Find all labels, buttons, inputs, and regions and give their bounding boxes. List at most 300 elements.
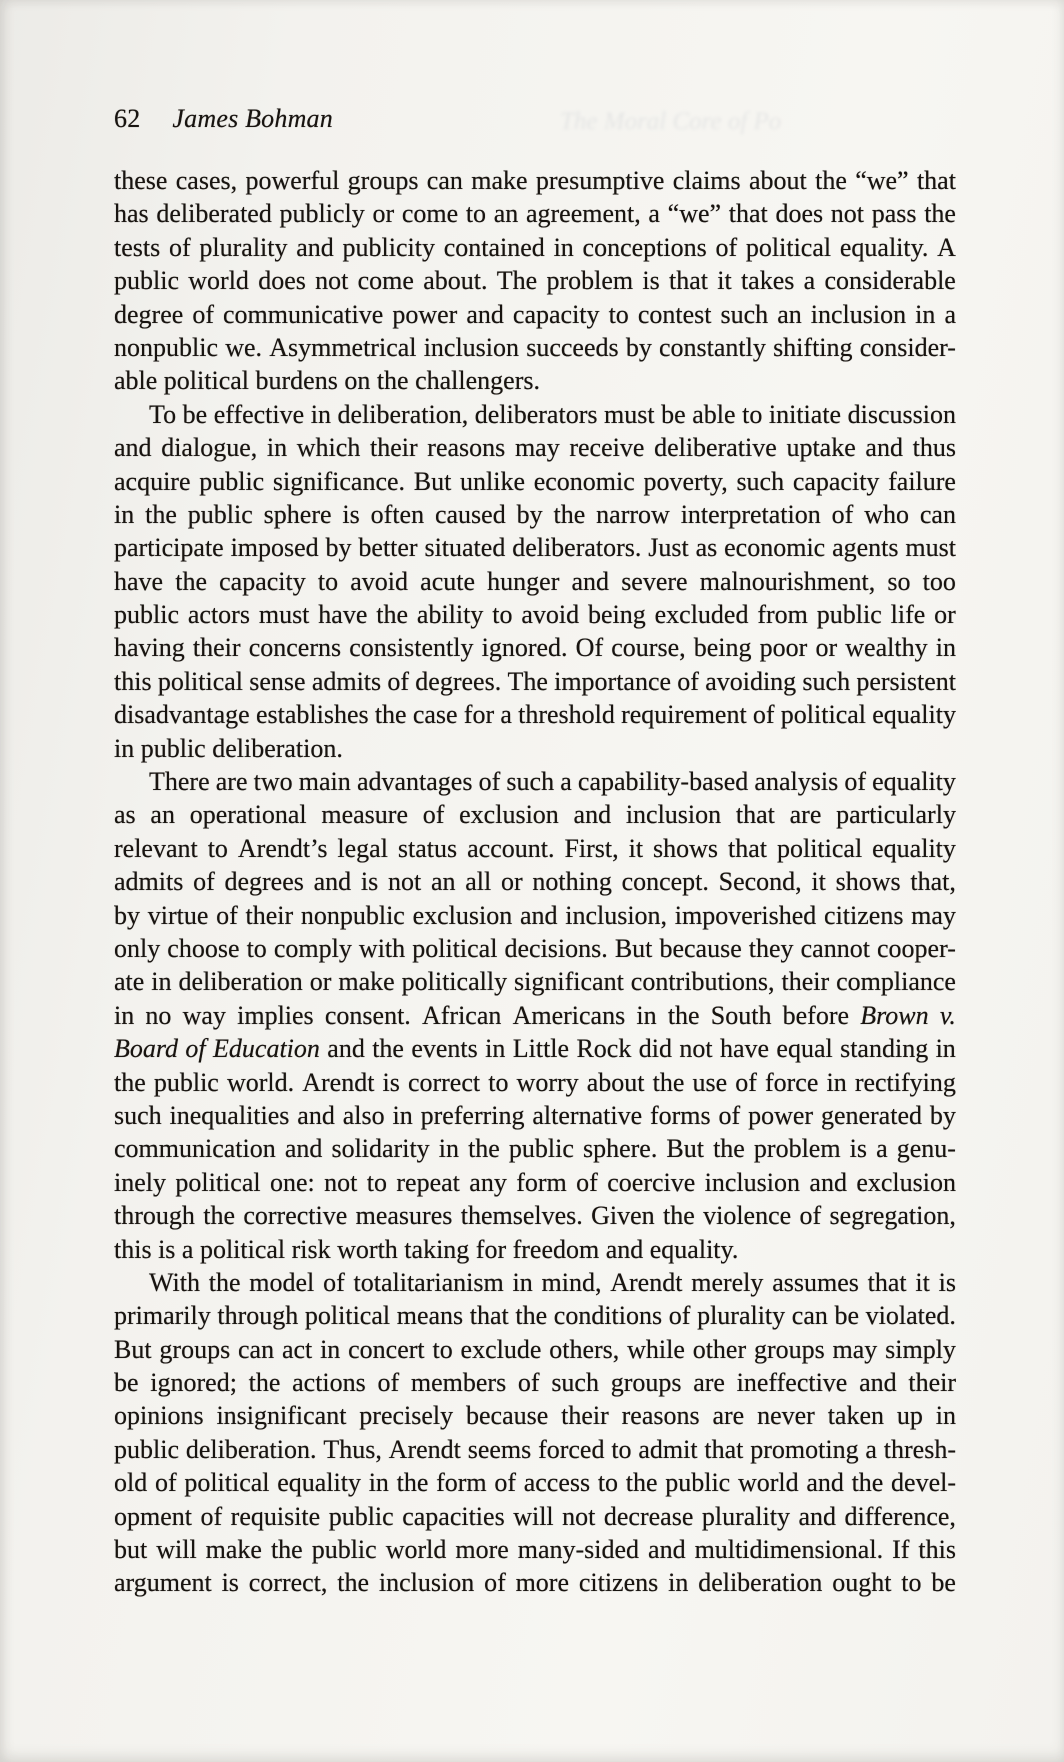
text-word: being (587, 600, 646, 630)
text-word: presumptive (535, 166, 665, 195)
text-word: actions (292, 1368, 366, 1398)
text-word: of (718, 1100, 741, 1130)
text-line (114, 431, 956, 464)
text-word: But (413, 466, 452, 496)
text-word: make (205, 1535, 262, 1565)
text-word: does (258, 266, 306, 296)
text-word: If (892, 1535, 910, 1565)
text-word: ignored; (150, 1368, 237, 1398)
text-word: The (496, 266, 538, 296)
text-word: the (713, 1134, 745, 1164)
text-word: the (248, 1368, 281, 1398)
text-word: difference, (844, 1501, 956, 1531)
text-line (114, 1166, 956, 1199)
text-word: equality (872, 767, 956, 797)
text-word: avoid (521, 600, 580, 630)
text-word: avoiding (705, 666, 797, 696)
text-word: forced (538, 1434, 605, 1464)
text-word: a (876, 1134, 888, 1164)
text-word: and (519, 900, 558, 930)
text-word: not (387, 867, 422, 897)
text-word: also (342, 1100, 385, 1130)
text-word: to (597, 1468, 619, 1498)
text-word: uptake (786, 433, 856, 463)
text-word: the (924, 199, 956, 229)
text-word: The (507, 666, 548, 696)
text-word: and (296, 232, 334, 262)
text-word: insignificant (216, 1401, 347, 1431)
text-word: publicly (279, 199, 365, 229)
text-word: in (392, 1100, 413, 1130)
text-word: ate (114, 967, 145, 997)
text-line (114, 231, 956, 264)
text-word: public (816, 600, 882, 630)
text-word: significance. (272, 466, 406, 496)
text-word: such (114, 1100, 162, 1130)
italic-text: Brown (860, 1000, 929, 1030)
text-word: But (614, 933, 653, 963)
text-word: deliberation (698, 1568, 823, 1598)
text-word: public (328, 1501, 394, 1531)
text-word: political (157, 666, 244, 696)
text-word: these (114, 166, 168, 195)
text-word: sphere. (582, 1134, 658, 1164)
text-word: capacity (792, 466, 880, 496)
text-word: often (370, 499, 425, 529)
text-word: that (867, 1267, 907, 1297)
text-line (114, 364, 956, 397)
text-word: not (315, 266, 349, 296)
text-word: pass (871, 199, 917, 229)
text-word: effective (213, 399, 305, 429)
page-header (114, 104, 333, 134)
text-word: and (573, 800, 612, 830)
text-word: solidarity (331, 1134, 430, 1164)
text-word: or (372, 199, 395, 229)
text-word: to (742, 399, 763, 429)
text-word: it (628, 833, 644, 863)
text-word: not (562, 1501, 596, 1531)
text-word: and (466, 299, 504, 329)
text-word: deliberation, (337, 399, 469, 429)
text-word: and (327, 1034, 365, 1064)
text-word: Second, (718, 867, 802, 897)
text-word: situated (424, 533, 506, 563)
text-word: degrees (224, 867, 304, 897)
text-word: other (692, 1334, 747, 1364)
text-word: in (368, 1468, 389, 1498)
text-word: capacity (219, 566, 306, 596)
text-word: but (114, 1535, 148, 1565)
text-word: of (323, 1267, 345, 1297)
text-word: have (719, 1034, 770, 1064)
text-word: the (515, 1301, 548, 1331)
text-word: groups (159, 1334, 231, 1364)
text-word: be (834, 1301, 860, 1331)
text-word: the (203, 1201, 235, 1231)
text-word: Americans (512, 1000, 626, 1030)
text-word: that (735, 800, 775, 830)
text-word: deliberators. (512, 533, 642, 563)
text-line (114, 565, 956, 598)
text-word: acute (420, 566, 476, 596)
text-word: admit (638, 1434, 698, 1464)
text-word: persistent (856, 666, 956, 696)
running-title: James Bohman (172, 104, 333, 133)
text-word: be (182, 399, 208, 429)
text-word: and (284, 1134, 323, 1164)
text-word: the (667, 1000, 700, 1030)
text-word: inclusion (810, 299, 907, 329)
text-word: not (679, 1034, 713, 1064)
text-line (114, 1233, 956, 1266)
text-word: public (187, 499, 253, 529)
text-word: about (748, 166, 807, 195)
text-word: the (372, 1034, 404, 1064)
text-word: groups (753, 1334, 825, 1364)
text-word: that (728, 199, 768, 229)
text-word: in (320, 1334, 341, 1364)
text-word: of (200, 1501, 223, 1531)
text-word: public (153, 1067, 219, 1097)
text-word: But (114, 1334, 152, 1364)
text-word: equality (872, 833, 956, 863)
text-word: Given (591, 1201, 655, 1231)
text-word: public (114, 600, 179, 630)
text-word: a (560, 767, 572, 797)
text-word: of (154, 1468, 177, 1498)
text-word: can (791, 1301, 828, 1331)
text-word: initiate (768, 399, 842, 429)
text-word: of (715, 232, 738, 262)
text-word: world (385, 1535, 447, 1565)
text-word: impoverished (674, 900, 817, 930)
text-word: is (382, 1067, 400, 1097)
text-word: agents (832, 533, 899, 563)
text-word: so (887, 566, 911, 596)
text-line (114, 765, 956, 798)
text-word: such (551, 1368, 599, 1398)
text-word: nonpublic (300, 900, 405, 930)
text-word: of (216, 900, 238, 930)
text-word: world (188, 266, 249, 296)
text-word: form (516, 1167, 567, 1197)
text-word: a (944, 299, 956, 329)
text-line (114, 1032, 956, 1065)
text-word: correct (407, 1067, 481, 1097)
text-word: to (207, 833, 228, 863)
text-word: precisely (359, 1401, 454, 1431)
text-word: an (493, 199, 519, 229)
text-word: narrow (596, 499, 670, 529)
text-word: members (410, 1368, 507, 1398)
text-word: in public deliberation. (114, 733, 343, 763)
text-word: Thus, (323, 1434, 382, 1464)
text-word: the (553, 499, 586, 529)
text-word: to (432, 1334, 453, 1364)
text-word: the (815, 166, 847, 195)
text-word: or (934, 600, 956, 630)
text-word: decrease (603, 1501, 694, 1531)
text-line (114, 1533, 956, 1566)
text-word: political (175, 1167, 261, 1197)
text-word: There (149, 767, 210, 797)
text-word: conditions (553, 1301, 663, 1331)
text-word: acquire (114, 466, 191, 496)
text-line (114, 398, 956, 431)
text-word: interpretation (680, 499, 821, 529)
text-word: exclusion (856, 1167, 956, 1197)
text-word: Arendt’s (237, 833, 328, 863)
text-word: Rock (576, 1034, 632, 1064)
text-word: groups (347, 166, 419, 195)
text-word: decisions. (504, 933, 608, 963)
text-word: too (922, 566, 956, 596)
text-word: exclude (460, 1334, 542, 1364)
text-word: their (781, 967, 830, 997)
text-word: no (145, 1000, 172, 1030)
text-word: such (802, 666, 851, 696)
text-line (114, 899, 956, 932)
text-word: admits (311, 666, 382, 696)
text-word: inclusion (423, 332, 520, 362)
text-word: must (258, 600, 310, 630)
text-word: constantly (659, 332, 766, 362)
text-word: can (919, 499, 956, 529)
italic-text: Education (213, 1034, 320, 1064)
text-word: discussion (847, 399, 956, 429)
text-word: in (636, 1000, 657, 1030)
text-word: degrees. (415, 666, 502, 696)
text-word: and (809, 1167, 847, 1197)
text-word: segregation, (829, 1201, 956, 1231)
text-word: groups (610, 1368, 682, 1398)
text-word: merely (691, 1267, 764, 1297)
text-word: Arendt (302, 1067, 375, 1097)
text-word: consistently (349, 633, 474, 663)
text-word: make (471, 166, 528, 195)
text-word: caused (434, 499, 506, 529)
text-word: primarily (114, 1301, 211, 1331)
text-line (114, 1500, 956, 1533)
text-word: that (728, 833, 767, 863)
text-word: and (806, 1468, 844, 1498)
text-word: degree (114, 299, 184, 329)
text-word: is (642, 266, 660, 296)
text-word: operational (189, 800, 307, 830)
text-word: it (915, 1267, 930, 1297)
text-word: of (193, 867, 215, 897)
text-word: in (826, 1067, 847, 1097)
text-word: equal (776, 1034, 833, 1064)
text-word: of (799, 1201, 822, 1231)
text-word: of (168, 232, 191, 262)
text-word: must (604, 399, 655, 429)
text-word: that (469, 1301, 509, 1331)
text-word: participate (114, 533, 224, 563)
text-word: this is a political risk worth taking for freedom and equality. (114, 1234, 739, 1264)
text-word: assumes (772, 1267, 859, 1297)
text-word: promoting (750, 1434, 859, 1464)
italic-text: v. (939, 1000, 956, 1030)
text-word: two (253, 767, 293, 797)
text-word: severe (621, 566, 688, 596)
text-word: advantages (356, 767, 473, 797)
text-line (114, 665, 956, 698)
text-word: it (717, 266, 732, 296)
text-word: must (905, 533, 956, 563)
text-word: use (692, 1067, 728, 1097)
text-word: of (387, 666, 410, 696)
text-word: in (310, 399, 331, 429)
text-word: the (468, 1134, 500, 1164)
text-word: plurality (199, 232, 288, 262)
text-word: devel- (891, 1468, 956, 1498)
text-word: a (865, 1434, 877, 1464)
text-word: inely (114, 1167, 166, 1197)
text-word: public (508, 1134, 574, 1164)
text-word: able (692, 399, 736, 429)
text-word: First, (564, 833, 619, 863)
text-word: to (608, 299, 629, 329)
text-word: excluded (654, 600, 749, 630)
text-word: exclusion (459, 800, 559, 830)
text-word: by (516, 499, 543, 529)
text-word: all (465, 867, 492, 897)
text-line (114, 732, 956, 765)
text-word: the (376, 600, 409, 630)
text-word: and (313, 867, 352, 897)
text-word: of (735, 1067, 757, 1097)
text-word: violence (703, 1201, 792, 1231)
text-word: With (149, 1267, 200, 1297)
text-word: deliberated (156, 199, 272, 229)
text-word: never (757, 1401, 815, 1431)
text-word: be (114, 1368, 139, 1398)
text-word: ability (416, 600, 484, 630)
text-word: in (438, 1134, 459, 1164)
text-word: implies (237, 1000, 314, 1030)
text-word: political (412, 933, 498, 963)
text-word: claims (672, 166, 741, 195)
text-line (114, 1399, 956, 1432)
text-word: are (789, 800, 822, 830)
text-word: any (469, 1167, 507, 1197)
text-word: Arendt (388, 1434, 461, 1464)
text-word: analysis (754, 767, 839, 797)
text-word: “we” (855, 166, 909, 195)
text-word: will (156, 1535, 197, 1565)
text-word: to (465, 199, 487, 229)
text-word: the (175, 566, 207, 596)
text-word: way (182, 1000, 226, 1030)
text-word: is (342, 499, 360, 529)
text-word: has (114, 199, 149, 229)
text-word: account. (467, 833, 555, 863)
text-word: such (720, 299, 769, 329)
text-word: South (710, 1000, 772, 1030)
text-word: this (918, 1535, 956, 1565)
text-word: poor (759, 633, 808, 663)
text-word: and (798, 1501, 837, 1531)
text-word: act (281, 1334, 313, 1364)
text-word: of (484, 1568, 506, 1598)
text-line (114, 197, 956, 230)
text-word: an (150, 800, 175, 830)
text-word: coercive (607, 1167, 696, 1197)
text-word: opment (114, 1501, 192, 1531)
text-word: preferring (420, 1100, 525, 1130)
text-word: sphere (263, 499, 332, 529)
text-word: be (931, 1568, 956, 1598)
text-word: conceptions (582, 232, 707, 262)
text-word: by (114, 900, 140, 930)
text-word: admits (114, 867, 184, 897)
text-word: correct, (248, 1568, 328, 1598)
text-word: A (937, 232, 956, 262)
text-word: or (500, 867, 523, 897)
text-word: communication (114, 1134, 276, 1164)
text-word: are (215, 767, 248, 797)
text-word: significant (514, 967, 624, 997)
text-word: not (324, 1167, 358, 1197)
text-word: poverty, (643, 466, 728, 496)
text-word: concert (348, 1334, 425, 1364)
text-line (114, 698, 956, 731)
text-word: genu- (896, 1134, 956, 1164)
text-word: But (666, 1134, 704, 1164)
text-word: may (832, 1334, 878, 1364)
text-word: did (638, 1034, 672, 1064)
text-word: may (514, 433, 560, 463)
text-line (114, 1433, 956, 1466)
text-word: will (513, 1501, 554, 1531)
text-word: such (736, 466, 785, 496)
text-word: from (757, 600, 808, 630)
text-word: of (377, 1368, 400, 1398)
text-word: of (677, 666, 699, 696)
text-word: Asymmetrical (269, 332, 417, 362)
text-word: or (309, 967, 332, 997)
text-line (114, 1066, 956, 1099)
text-word: contained (443, 232, 545, 262)
text-line (114, 1132, 956, 1165)
text-word: cannot (800, 933, 870, 963)
text-word: shifting (773, 332, 853, 362)
text-word: status (397, 833, 458, 863)
text-word: does (775, 199, 824, 229)
text-word: access (523, 1468, 591, 1498)
text-word: as (695, 533, 718, 563)
text-line (114, 932, 956, 965)
text-word: citizens (578, 1568, 659, 1598)
text-word: in (114, 1000, 135, 1030)
text-word: comply (273, 933, 352, 963)
text-line (114, 164, 956, 197)
text-line (114, 531, 956, 564)
text-word: which (296, 433, 361, 463)
text-word: a (648, 199, 660, 229)
text-word: in (151, 967, 172, 997)
text-word: nonpublic (114, 332, 218, 362)
text-word: standing (840, 1034, 929, 1064)
text-word: generated (820, 1100, 922, 1130)
text-word: inclusion, (565, 900, 668, 930)
text-word: themselves. (460, 1201, 583, 1231)
text-word: political (304, 1301, 391, 1331)
text-word: measure (321, 800, 408, 830)
text-word: many-sided (517, 1535, 640, 1565)
